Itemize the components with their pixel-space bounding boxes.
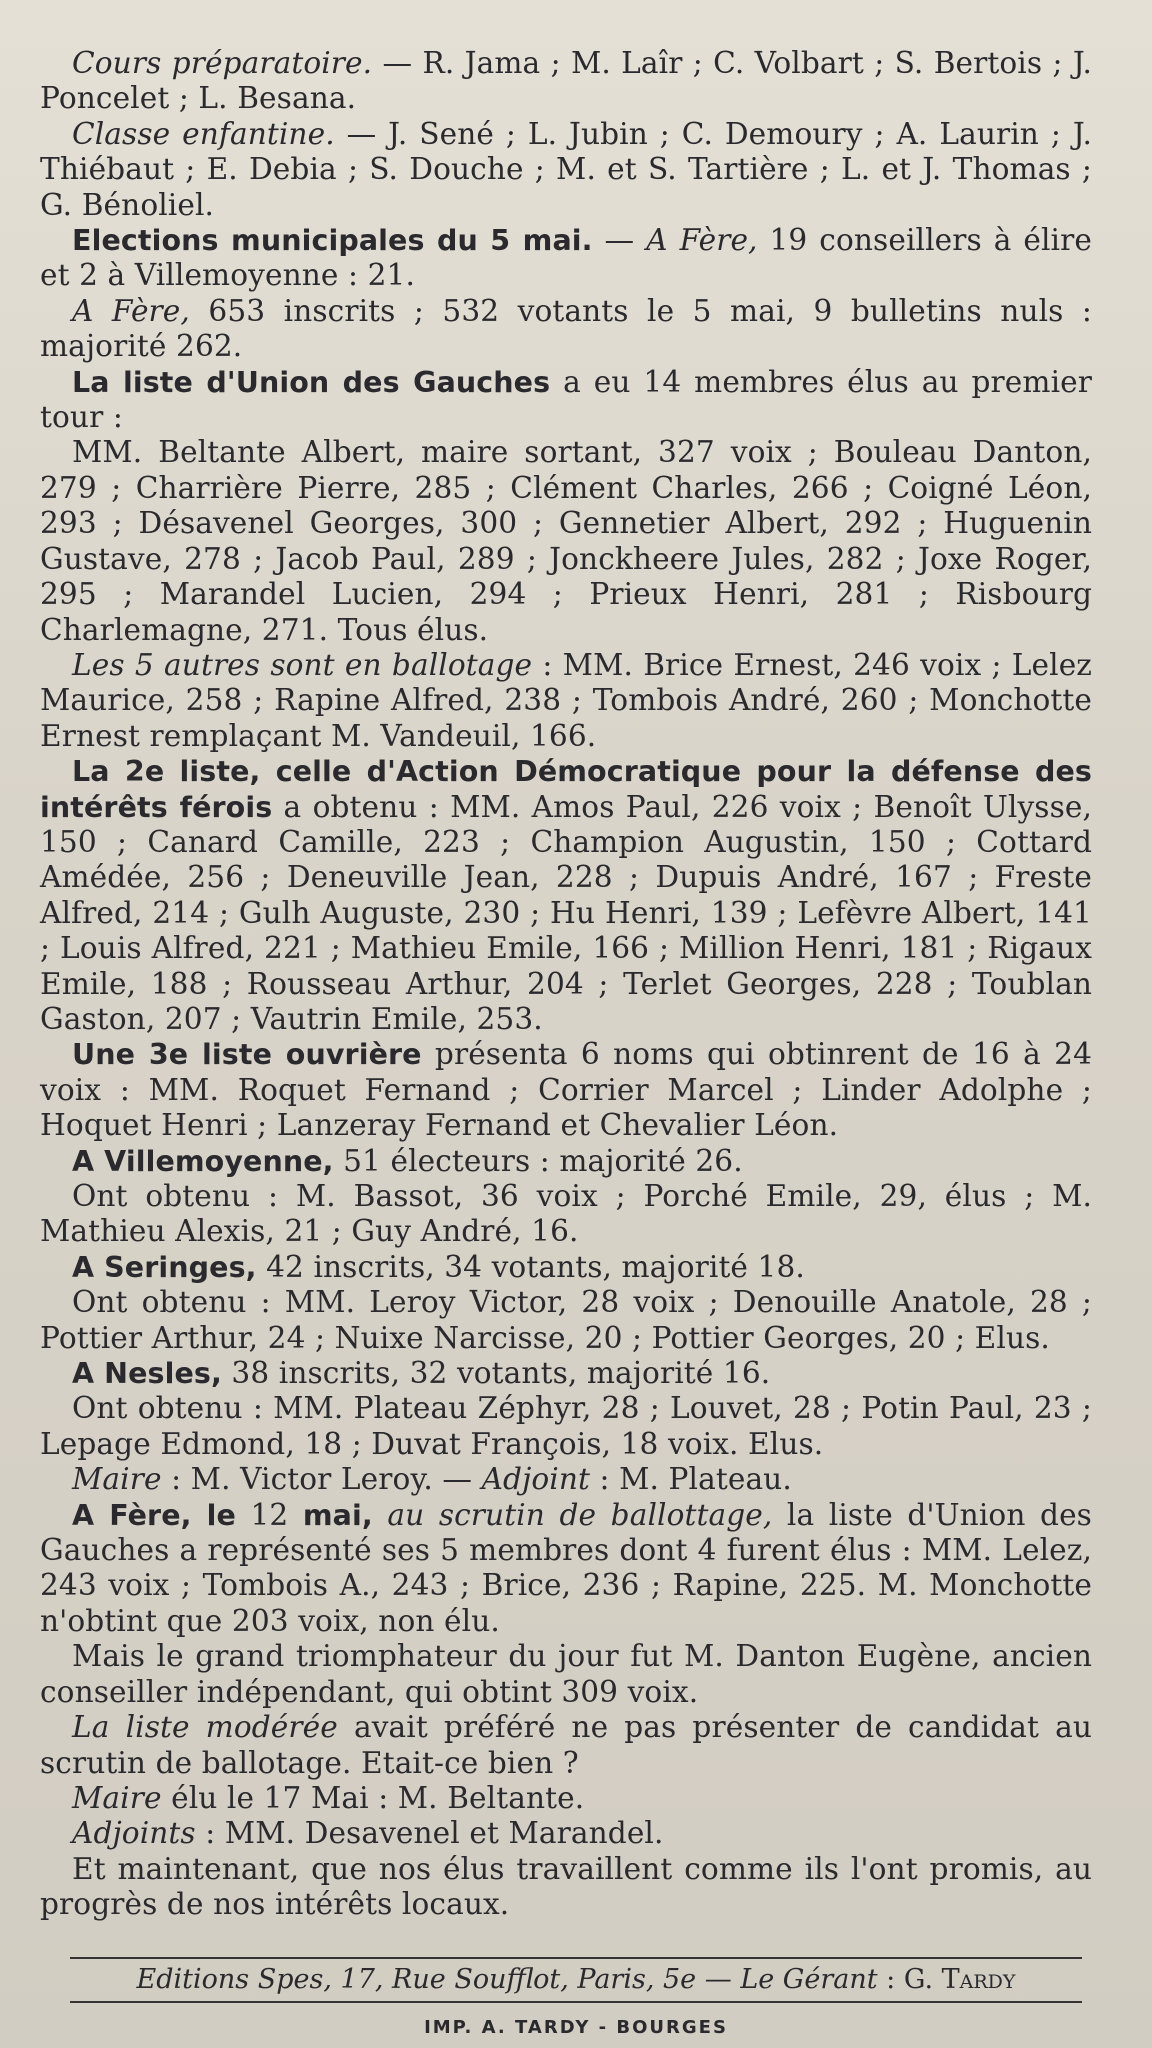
text-run: 51 électeurs : majorité 26. xyxy=(333,1143,743,1178)
text-run: — R. Jama ; M. Laîr ; C. Volbart ; S. Bertois ; J. Poncelet ; L. Besana. xyxy=(40,46,1093,116)
text-run xyxy=(373,1498,388,1532)
text-run: avait préféré ne pas présenter de candidat au scrutin de ballotage. Etait-ce bien ? xyxy=(40,1710,1092,1780)
footer-rule-bottom xyxy=(70,2001,1082,2003)
paragraph xyxy=(40,223,1092,294)
text-run: Mais le grand triomphateur du jour fut M. Danton Eugène, ancien conseiller indépendant, qui obtint 309 voix. xyxy=(40,1639,1092,1709)
text-run: présenta 6 noms qui obtinrent de 16 à 24 voix : MM. Roquet Fernand ; Corrier Marcel ; Linder Adolphe ; Hoquet Henri ; Lanzeray Fernand et Chevalier Léon. xyxy=(40,1037,1093,1143)
paragraph xyxy=(40,1781,1092,1816)
italic-run: Maire xyxy=(72,1462,162,1497)
paragraph xyxy=(40,1037,1092,1143)
bold-run: Une 3e liste ouvrière xyxy=(72,1038,422,1072)
text-run: 42 inscrits, 34 votants, majorité 18. xyxy=(256,1249,805,1284)
text-run: a obtenu : MM. Amos Paul, 226 voix ; Benoît Ulysse, 150 ; Canard Camille, 223 ; Champion Augustin, 150 ; Cottard Amédée, 256 ; Deneuville Jean, 228 ; Dupuis André, 167 ; Freste Alfred, 214 ; Gulh Auguste, 230 ; Hu Henri, 139 ; Lefèvre Albert, 141 ; Louis Alfred, 221 ; Mathieu Emile, 166 ; Million Henri, 181 ; Rigaux Emile, 188 ; Rousseau Arthur, 204 ; Terlet Georges, 228 ; Toublan Gaston, 207 ; Vautrin Emile, 253. xyxy=(40,789,1092,1036)
manager-label: Le Gérant xyxy=(740,1964,878,1995)
paragraph xyxy=(40,1852,1092,1923)
page-footer xyxy=(70,1957,1082,2038)
publisher-address: 17, Rue Soufflot, Paris, 5e — xyxy=(331,1964,741,1995)
paragraph xyxy=(40,46,1092,117)
paragraph xyxy=(40,435,1092,647)
paragraph xyxy=(40,365,1092,436)
bold-run: mai, xyxy=(302,1498,373,1532)
text-run: MM. Beltante Albert, maire sortant, 327 voix ; Bouleau Danton, 279 ; Charrière Pierre, 285 ; Clément Charles, 266 ; Coigné Léon, 293 ; Désavenel Georges, 300 ; Gennetier Albert, 292 ; Huguenin Gustave, 278 ; Jacob Paul, 289 ; Jonckheere Jules, 282 ; Joxe Roger, 295 ; Marandel Lucien, 294 ; Prieux Henri, 281 ; Risbourg Charlemagne, 271. Tous élus. xyxy=(40,435,1092,647)
bold-run: Elections municipales du 5 mai. xyxy=(72,224,593,258)
text-run: la liste d'Union des Gauches a représenté ses 5 membres dont 4 furent élus : MM. Lelez, 243 voix ; Tombois A., 243 ; Brice, 236 ; Rapine, 225. M. Monchotte n'obtint que 203 voix, non élu. xyxy=(40,1497,1092,1638)
bold-run: A Villemoyenne, xyxy=(72,1144,334,1178)
text-run: 653 inscrits ; 532 votants le 5 mai, 9 bulletins nuls : majorité 262. xyxy=(40,293,1092,364)
paragraph xyxy=(40,1179,1092,1250)
paragraph xyxy=(40,294,1092,365)
bold-run: A Seringes, xyxy=(72,1250,257,1284)
footer-rule-top xyxy=(70,1957,1082,1959)
italic-run: Cours préparatoire. xyxy=(72,46,373,80)
text-run: Ont obtenu : MM. Leroy Victor, 28 voix ; Denouille Anatole, 28 ; Pottier Arthur, 24 ; Nuixe Narcisse, 20 ; Pottier Georges, 20 ; Elus. xyxy=(40,1285,1092,1355)
article-body xyxy=(40,46,1092,1923)
text-run: : MM. Desavenel et Marandel. xyxy=(195,1816,664,1851)
italic-run: au scrutin de ballottage, xyxy=(387,1497,773,1532)
text-run: — xyxy=(592,223,647,258)
text-run: : M. Plateau. xyxy=(590,1462,792,1497)
publisher-name: Editions Spes, xyxy=(136,1964,332,1995)
paragraph xyxy=(40,1462,1092,1497)
text-run: Ont obtenu : MM. Plateau Zéphyr, 28 ; Louvet, 28 ; Potin Paul, 23 ; Lepage Edmond, 18 ; Duvat François, 18 voix. Elus. xyxy=(40,1391,1092,1461)
paragraph xyxy=(40,1250,1092,1285)
text-run: 38 inscrits, 32 votants, majorité 16. xyxy=(221,1356,771,1391)
paragraph xyxy=(40,117,1092,223)
paragraph xyxy=(40,1391,1092,1462)
bold-run: La liste d'Union des Gauches xyxy=(72,365,551,399)
manager-name: : G. Tardy xyxy=(877,1964,1016,1995)
paragraph xyxy=(40,1356,1092,1391)
italic-run: A Fère, xyxy=(646,223,758,258)
paragraph xyxy=(40,754,1092,1037)
paragraph xyxy=(40,1285,1092,1356)
bold-run: A Nesles, xyxy=(72,1357,222,1391)
paragraph xyxy=(40,1816,1092,1851)
printer-line: IMP. A. TARDY - BOURGES xyxy=(424,2017,728,2038)
text-run: Et maintenant, que nos élus travaillent comme ils l'ont promis, au progrès de nos intérêts locaux. xyxy=(40,1851,1092,1922)
text-run: a eu 14 membres élus au premier tour : xyxy=(40,364,1092,435)
publisher-imprint xyxy=(70,1963,1082,1997)
bold-run: A Fère, le xyxy=(72,1498,236,1532)
italic-run: Classe enfantine. xyxy=(72,116,335,151)
text-run: : MM. Brice Ernest, 246 voix ; Lelez Maurice, 258 ; Rapine Alfred, 238 ; Tombois André, 260 ; Monchotte Ernest remplaçant M. Vandeuil, 166. xyxy=(40,647,1093,753)
paragraph xyxy=(40,1144,1092,1179)
italic-run: La liste modérée xyxy=(72,1710,338,1745)
text-run: Ont obtenu : M. Bassot, 36 voix ; Porché Emile, 29, élus ; M. Mathieu Alexis, 21 ; Guy André, 16. xyxy=(40,1179,1092,1249)
text-run: — J. Sené ; L. Jubin ; C. Demoury ; A. Laurin ; J. Thiébaut ; E. Debia ; S. Douche ; M. et S. Tartière ; L. et J. Thomas ; G. Bénoliel. xyxy=(40,116,1092,222)
text-run: 12 xyxy=(235,1497,303,1532)
paragraph xyxy=(40,1710,1092,1781)
paragraph xyxy=(40,1498,1092,1640)
italic-run: Adjoints xyxy=(72,1816,196,1851)
italic-run: Les 5 autres sont en ballotage xyxy=(72,647,533,682)
text-run: 19 conseillers à élire et 2 à Villemoyenne : 21. xyxy=(40,223,1092,293)
bold-run: La 2e liste, celle d'Action Démocratique pour la défense des intérêts férois xyxy=(40,755,1092,824)
text-run: : M. Victor Leroy. — xyxy=(161,1462,482,1497)
text-run: élu le 17 Mai : M. Beltante. xyxy=(161,1780,585,1815)
italic-run: Maire xyxy=(72,1780,162,1815)
paragraph xyxy=(40,1639,1092,1710)
italic-run: Adjoint xyxy=(481,1462,591,1497)
paragraph xyxy=(40,648,1092,754)
italic-run: A Fère, xyxy=(72,293,190,328)
